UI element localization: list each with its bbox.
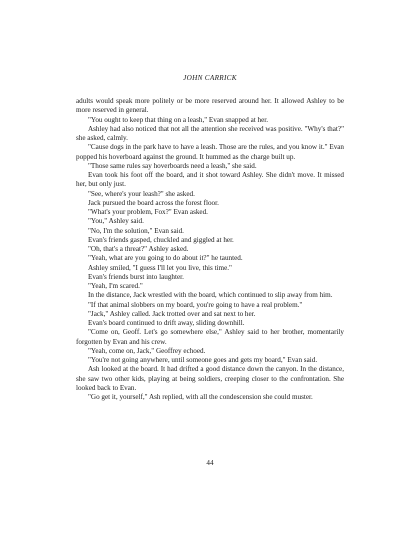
paragraph: In the distance, Jack wrestled with the board, which continued to slip away from him. bbox=[88, 291, 333, 300]
paragraph: "Cause dogs in the park have to have a leash. Those are the rules, and you know it." Evan popped his hoverboard against the ground. It hummed as the charge built up. bbox=[76, 143, 344, 161]
paragraph: "Go get it, yourself," Ash replied, with all the condescension she could muster. bbox=[88, 393, 313, 401]
body-text bbox=[76, 97, 344, 402]
paragraph: Evan's friends gasped, chuckled and giggled at her. bbox=[88, 235, 234, 244]
paragraph: Ashley had also noticed that not all the attention she received was positive. "Why's that?" she asked, calmly. bbox=[76, 124, 344, 142]
paragraph: "If that animal slobbers on my board, you're going to have a real problem." bbox=[88, 300, 303, 309]
paragraph: "No, I'm the solution," Evan said. bbox=[88, 226, 184, 235]
page-number: 44 bbox=[206, 459, 214, 467]
paragraph: Evan took his foot off the board, and it shot toward Ashley. She didn't move. It missed her, but only just. bbox=[76, 171, 344, 189]
running-head: JOHN CARRICK bbox=[183, 74, 237, 82]
paragraph: "You're not going anywhere, until someone goes and gets my board," Evan said. bbox=[88, 356, 318, 364]
paragraph: Evan's friends burst into laughter. bbox=[88, 272, 184, 281]
paragraph: "Those same rules say hoverboards need a leash," she said. bbox=[88, 161, 257, 170]
paragraph: "Oh, that's a threat?" Ashley asked. bbox=[88, 245, 189, 253]
paragraph: "Jack," Ashley called. Jack trotted over and sat next to her. bbox=[88, 309, 256, 318]
paragraph: "Yeah, what are you going to do about it?" he taunted. bbox=[88, 254, 243, 263]
paragraph: "You," Ashley said. bbox=[88, 217, 144, 226]
paragraph: "Come on, Geoff. Let's go somewhere else," Ashley said to her brother, momentarily forgotten by Evan and his crew. bbox=[76, 328, 344, 346]
paragraph: "What's your problem, Fox?" Evan asked. bbox=[88, 208, 208, 216]
paragraph: "Yeah, I'm scared." bbox=[88, 282, 143, 290]
paragraph: "See, where's your leash?" she asked. bbox=[88, 189, 195, 198]
paragraph: Evan's board continued to drift away, sliding downhill. bbox=[88, 319, 245, 327]
paragraph: adults would speak more politely or be more reserved around her. It allowed Ashley to be more reserved in general. bbox=[76, 97, 344, 115]
paragraph: Ashley smiled, "I guess I'll let you live, this time." bbox=[88, 263, 232, 272]
paragraph: Jack pursued the board across the forest floor. bbox=[88, 198, 219, 207]
paragraph: Ash looked at the board. It had drifted a good distance down the canyon. In the distance, she saw two other kids, playing at being soldiers, creeping closer to the confrontation. She looked back to Evan. bbox=[76, 365, 344, 392]
paragraph: "You ought to keep that thing on a leash," Evan snapped at her. bbox=[88, 115, 269, 124]
paragraph: "Yeah, come on, Jack," Geoffrey echoed. bbox=[88, 346, 206, 355]
